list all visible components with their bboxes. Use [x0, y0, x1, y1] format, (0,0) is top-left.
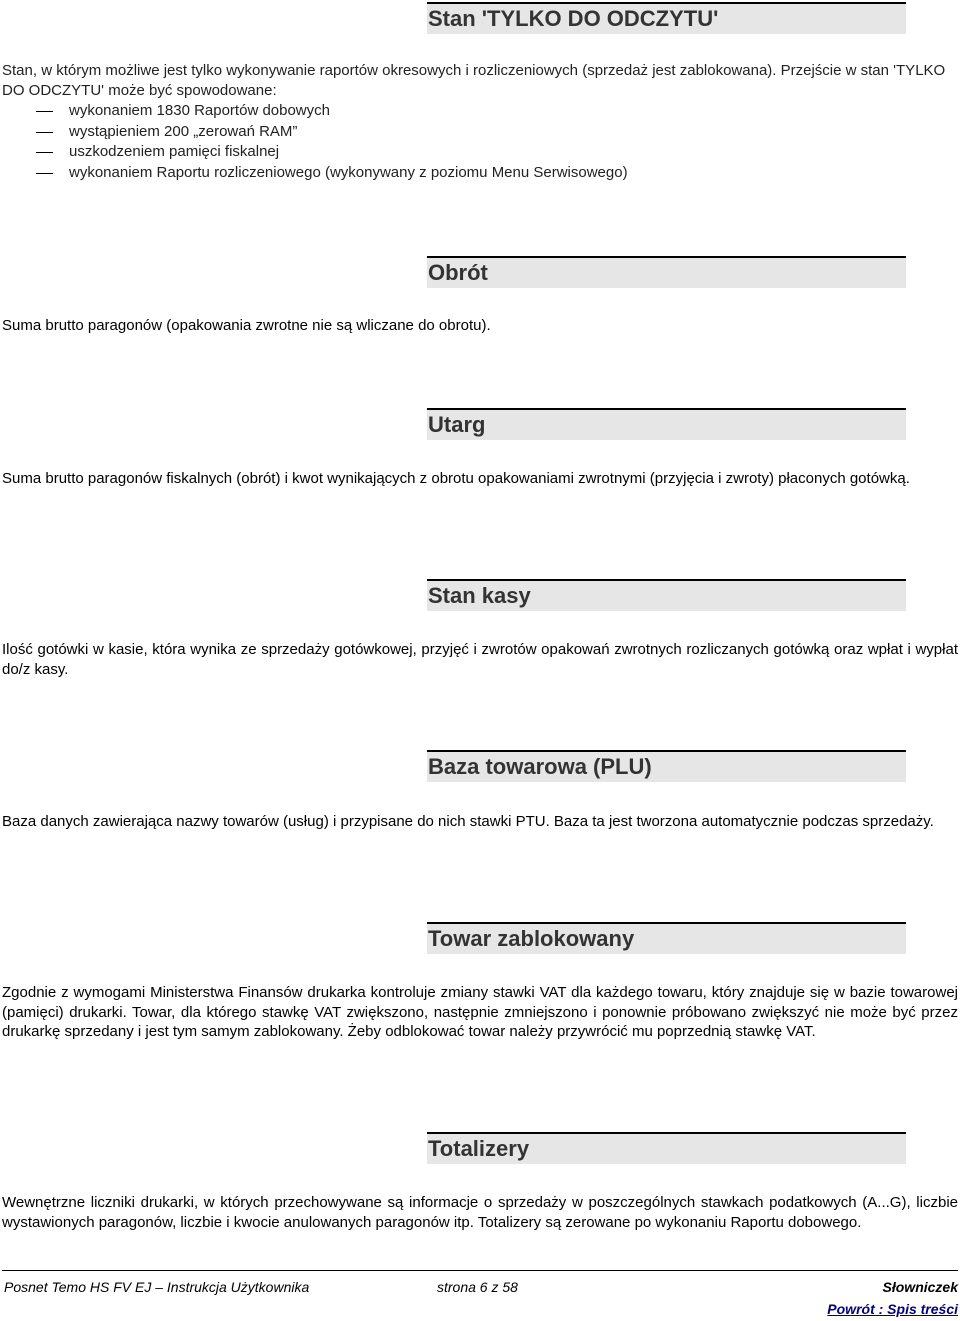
list-item: wystąpieniem 200 „zerowań RAM” — [2, 122, 902, 143]
section-heading-totalizery — [427, 1132, 906, 1164]
section-title: Towar zablokowany — [428, 926, 635, 951]
section-heading-utarg — [427, 408, 906, 440]
list-item: wykonaniem Raportu rozliczeniowego (wykonywany z poziomu Menu Serwisowego) — [2, 163, 902, 184]
list-item: wykonaniem 1830 Raportów dobowych — [2, 101, 902, 122]
list-item: uszkodzeniem pamięci fiskalnej — [2, 142, 902, 163]
dash-bullet-icon — [36, 152, 53, 153]
section-heading-stan-kasy — [427, 579, 906, 611]
section-text-obrot: Suma brutto paragonów (opakowania zwrotne nie są wliczane do obrotu). — [2, 317, 491, 334]
dash-bullet-icon — [36, 111, 53, 112]
section-title: Totalizery — [428, 1136, 530, 1161]
section-text-towar-zablokowany: Zgodnie z wymogami Ministerstwa Finansów drukarka kontroluje zmiany stawki VAT dla każdego towaru, który znajduje się w bazie towarowej (pamięci) drukarki. Towar, dla którego stawkę VAT zwiększono, następnie zmniejszono i ponownie próbowano zwiększyć nie może być przez drukarkę sprzedany i jest tym samym zablokowany. Żeby odblokować towar należy przywrócić mu poprzednią stawkę VAT. — [2, 984, 958, 1040]
section-title: Baza towarowa (PLU) — [428, 754, 652, 779]
footer-page-number: strona 6 z 58 — [437, 1279, 518, 1295]
section-title: Obrót — [428, 260, 488, 285]
dash-bullet-icon — [36, 173, 53, 174]
section-heading-obrot — [427, 256, 906, 288]
section-text-utarg: Suma brutto paragonów fiskalnych (obrót) i kwot wynikających z obrotu opakowaniami zwrotnymi (przyjęcia i zwroty) płaconych gotówką. — [2, 470, 910, 487]
section-heading-read-only — [427, 2, 906, 34]
back-to-toc-link[interactable]: Powrót : Spis treści — [827, 1301, 958, 1317]
dash-bullet-icon — [36, 132, 53, 133]
section-text-totalizery: Wewnętrzne liczniki drukarki, w których przechowywane są informacje o sprzedaży w poszczególnych stawkach podatkowych (A...G), liczbie wystawionych paragonów, liczbie i kwocie anulowanych paragonów itp. Totalizery są zerowane po wykonaniu Raportu dobowego. — [2, 1194, 958, 1231]
section-title: Stan kasy — [428, 583, 531, 608]
footer-manual-title: Posnet Temo HS FV EJ – Instrukcja Użytkownika — [4, 1279, 310, 1295]
footer-chapter: Słowniczek — [882, 1279, 958, 1295]
section-text-read-only: Stan, w którym możliwe jest tylko wykonywanie raportów okresowych i rozliczeniowych (sprzedaż jest zablokowana). Przejście w stan 'TYLKO DO ODCZYTU' może być spowodowane: — [2, 62, 946, 99]
section-text-stan-kasy: Ilość gotówki w kasie, która wynika ze sprzedaży gotówkowej, przyjęć i zwrotów opakowań zwrotnych rozliczanych gotówką oraz wpłat i wypłat do/z kasy. — [2, 641, 958, 678]
footer-divider — [2, 1270, 958, 1271]
section-title: Stan 'TYLKO DO ODCZYTU' — [428, 6, 719, 31]
section-heading-baza-towarowa — [427, 750, 906, 782]
read-only-causes-list — [2, 101, 902, 183]
section-title: Utarg — [428, 412, 486, 437]
section-text-baza-towarowa: Baza danych zawierająca nazwy towarów (usług) i przypisane do nich stawki PTU. Baza ta jest tworzona automatycznie podczas sprzedaży. — [2, 813, 934, 830]
section-heading-towar-zablokowany — [427, 922, 906, 954]
